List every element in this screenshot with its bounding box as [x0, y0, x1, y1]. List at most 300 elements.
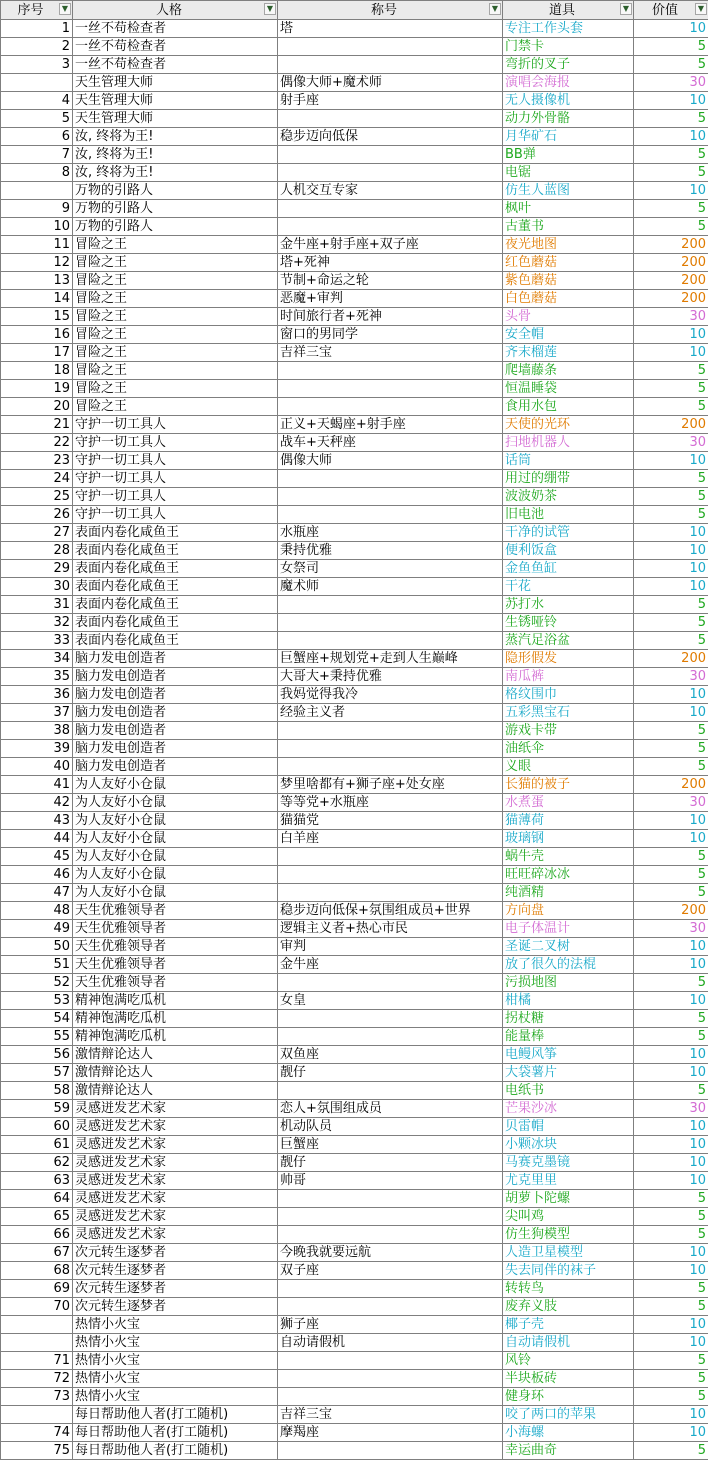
- cell-value[interactable]: 10: [634, 128, 708, 146]
- cell-value[interactable]: 10: [634, 1262, 708, 1280]
- cell-item[interactable]: 金鱼鱼缸: [503, 560, 634, 578]
- cell-persona[interactable]: 冒险之王: [73, 272, 278, 290]
- cell-index[interactable]: [1, 1316, 73, 1334]
- cell-index[interactable]: 13: [1, 272, 73, 290]
- cell-title[interactable]: 猫猫党: [278, 812, 503, 830]
- cell-index[interactable]: 64: [1, 1190, 73, 1208]
- cell-item[interactable]: 人造卫星模型: [503, 1244, 634, 1262]
- cell-persona[interactable]: 灵感迸发艺术家: [73, 1154, 278, 1172]
- cell-title[interactable]: 人机交互专家: [278, 182, 503, 200]
- cell-item[interactable]: 旧电池: [503, 506, 634, 524]
- cell-title[interactable]: 白羊座: [278, 830, 503, 848]
- cell-item[interactable]: 无人摄像机: [503, 92, 634, 110]
- cell-value[interactable]: 10: [634, 524, 708, 542]
- cell-index[interactable]: 51: [1, 956, 73, 974]
- cell-title[interactable]: 吉祥三宝: [278, 1406, 503, 1424]
- filter-dropdown-icon[interactable]: ▼: [264, 3, 276, 15]
- cell-persona[interactable]: 激情辩论达人: [73, 1082, 278, 1100]
- cell-title[interactable]: [278, 848, 503, 866]
- cell-index[interactable]: 39: [1, 740, 73, 758]
- cell-item[interactable]: 扫地机器人: [503, 434, 634, 452]
- cell-index[interactable]: 74: [1, 1424, 73, 1442]
- cell-index[interactable]: 66: [1, 1226, 73, 1244]
- cell-index[interactable]: 8: [1, 164, 73, 182]
- cell-persona[interactable]: 守护一切工具人: [73, 470, 278, 488]
- cell-index[interactable]: 34: [1, 650, 73, 668]
- cell-index[interactable]: [1, 1406, 73, 1424]
- cell-item[interactable]: 自动请假机: [503, 1334, 634, 1352]
- cell-title[interactable]: 秉持优雅: [278, 542, 503, 560]
- cell-index[interactable]: 52: [1, 974, 73, 992]
- cell-item[interactable]: 夜光地图: [503, 236, 634, 254]
- cell-item[interactable]: 演唱会海报: [503, 74, 634, 92]
- cell-persona[interactable]: 次元转生逐梦者: [73, 1262, 278, 1280]
- cell-index[interactable]: 62: [1, 1154, 73, 1172]
- cell-value[interactable]: 10: [634, 1406, 708, 1424]
- cell-title[interactable]: 稳步迈向低保: [278, 128, 503, 146]
- cell-persona[interactable]: 为人友好小仓鼠: [73, 830, 278, 848]
- cell-persona[interactable]: 灵感迸发艺术家: [73, 1136, 278, 1154]
- cell-value[interactable]: 30: [634, 794, 708, 812]
- cell-title[interactable]: [278, 1208, 503, 1226]
- cell-index[interactable]: 68: [1, 1262, 73, 1280]
- cell-item[interactable]: 便利饭盒: [503, 542, 634, 560]
- cell-persona[interactable]: 天生管理大师: [73, 110, 278, 128]
- cell-value[interactable]: 5: [634, 974, 708, 992]
- cell-item[interactable]: 失去同伴的袜子: [503, 1262, 634, 1280]
- cell-persona[interactable]: 汝, 终将为王!: [73, 146, 278, 164]
- cell-item[interactable]: 游戏卡带: [503, 722, 634, 740]
- cell-item[interactable]: 电子体温计: [503, 920, 634, 938]
- cell-value[interactable]: 5: [634, 632, 708, 650]
- cell-index[interactable]: 35: [1, 668, 73, 686]
- cell-persona[interactable]: 冒险之王: [73, 398, 278, 416]
- cell-persona[interactable]: 表面内卷化咸鱼王: [73, 560, 278, 578]
- cell-index[interactable]: 45: [1, 848, 73, 866]
- filter-dropdown-icon[interactable]: ▼: [59, 3, 71, 15]
- cell-persona[interactable]: 每日帮助他人者(打工随机): [73, 1424, 278, 1442]
- cell-index[interactable]: 10: [1, 218, 73, 236]
- cell-persona[interactable]: 冒险之王: [73, 254, 278, 272]
- cell-index[interactable]: 16: [1, 326, 73, 344]
- cell-item[interactable]: 紫色蘑菇: [503, 272, 634, 290]
- cell-value[interactable]: 5: [634, 884, 708, 902]
- cell-value[interactable]: 10: [634, 1064, 708, 1082]
- cell-title[interactable]: 逻辑主义者+热心市民: [278, 920, 503, 938]
- cell-index[interactable]: 61: [1, 1136, 73, 1154]
- cell-title[interactable]: [278, 866, 503, 884]
- cell-item[interactable]: 仿生狗模型: [503, 1226, 634, 1244]
- cell-item[interactable]: 南瓜裤: [503, 668, 634, 686]
- cell-index[interactable]: 27: [1, 524, 73, 542]
- cell-title[interactable]: 经验主义者: [278, 704, 503, 722]
- cell-item[interactable]: 电锯: [503, 164, 634, 182]
- cell-value[interactable]: 5: [634, 164, 708, 182]
- cell-value[interactable]: 5: [634, 1208, 708, 1226]
- cell-value[interactable]: 200: [634, 902, 708, 920]
- cell-value[interactable]: 200: [634, 650, 708, 668]
- cell-value[interactable]: 10: [634, 326, 708, 344]
- cell-value[interactable]: 5: [634, 1028, 708, 1046]
- cell-value[interactable]: 10: [634, 578, 708, 596]
- cell-index[interactable]: 50: [1, 938, 73, 956]
- cell-persona[interactable]: 次元转生逐梦者: [73, 1280, 278, 1298]
- cell-item[interactable]: 蒸汽足浴盆: [503, 632, 634, 650]
- cell-item[interactable]: 弯折的叉子: [503, 56, 634, 74]
- cell-value[interactable]: 10: [634, 560, 708, 578]
- cell-index[interactable]: 53: [1, 992, 73, 1010]
- cell-value[interactable]: 5: [634, 1010, 708, 1028]
- cell-index[interactable]: 43: [1, 812, 73, 830]
- cell-index[interactable]: 67: [1, 1244, 73, 1262]
- cell-value[interactable]: 10: [634, 1118, 708, 1136]
- cell-title[interactable]: 金牛座+射手座+双子座: [278, 236, 503, 254]
- cell-item[interactable]: 大袋薯片: [503, 1064, 634, 1082]
- filter-dropdown-icon[interactable]: ▼: [620, 3, 632, 15]
- cell-item[interactable]: 咬了两口的苹果: [503, 1406, 634, 1424]
- cell-index[interactable]: 14: [1, 290, 73, 308]
- cell-index[interactable]: 55: [1, 1028, 73, 1046]
- cell-value[interactable]: 5: [634, 218, 708, 236]
- cell-persona[interactable]: 万物的引路人: [73, 218, 278, 236]
- cell-persona[interactable]: 精神饱满吃瓜机: [73, 1028, 278, 1046]
- cell-value[interactable]: 5: [634, 56, 708, 74]
- cell-persona[interactable]: 冒险之王: [73, 362, 278, 380]
- cell-index[interactable]: 44: [1, 830, 73, 848]
- cell-item[interactable]: 贝雷帽: [503, 1118, 634, 1136]
- cell-item[interactable]: 食用水包: [503, 398, 634, 416]
- cell-title[interactable]: 等等党+水瓶座: [278, 794, 503, 812]
- cell-value[interactable]: 10: [634, 1154, 708, 1172]
- cell-title[interactable]: 巨蟹座+规划党+走到人生巅峰: [278, 650, 503, 668]
- cell-index[interactable]: 59: [1, 1100, 73, 1118]
- cell-persona[interactable]: 灵感迸发艺术家: [73, 1208, 278, 1226]
- cell-title[interactable]: 狮子座: [278, 1316, 503, 1334]
- cell-item[interactable]: 旺旺碎冰冰: [503, 866, 634, 884]
- cell-persona[interactable]: 一丝不苟检查者: [73, 38, 278, 56]
- cell-title[interactable]: [278, 146, 503, 164]
- cell-value[interactable]: 200: [634, 236, 708, 254]
- cell-item[interactable]: 义眼: [503, 758, 634, 776]
- cell-item[interactable]: 古董书: [503, 218, 634, 236]
- cell-value[interactable]: 10: [634, 830, 708, 848]
- cell-title[interactable]: 吉祥三宝: [278, 344, 503, 362]
- cell-persona[interactable]: 热情小火宝: [73, 1388, 278, 1406]
- cell-item[interactable]: 长猫的被子: [503, 776, 634, 794]
- cell-index[interactable]: 60: [1, 1118, 73, 1136]
- cell-index[interactable]: [1, 1334, 73, 1352]
- cell-title[interactable]: 恶魔+审判: [278, 290, 503, 308]
- cell-value[interactable]: 5: [634, 488, 708, 506]
- cell-index[interactable]: 1: [1, 20, 73, 38]
- cell-title[interactable]: 窗口的男同学: [278, 326, 503, 344]
- cell-title[interactable]: [278, 1352, 503, 1370]
- cell-index[interactable]: 49: [1, 920, 73, 938]
- cell-persona[interactable]: 表面内卷化咸鱼王: [73, 614, 278, 632]
- cell-item[interactable]: 纯酒精: [503, 884, 634, 902]
- cell-persona[interactable]: 脑力发电创造者: [73, 758, 278, 776]
- cell-item[interactable]: 头骨: [503, 308, 634, 326]
- cell-item[interactable]: 爬墙藤条: [503, 362, 634, 380]
- filter-dropdown-icon[interactable]: ▼: [489, 3, 501, 15]
- cell-index[interactable]: 5: [1, 110, 73, 128]
- cell-title[interactable]: [278, 164, 503, 182]
- cell-value[interactable]: 5: [634, 848, 708, 866]
- cell-index[interactable]: 28: [1, 542, 73, 560]
- cell-title[interactable]: 恋人+氛围组成员: [278, 1100, 503, 1118]
- cell-value[interactable]: 5: [634, 506, 708, 524]
- cell-value[interactable]: 5: [634, 110, 708, 128]
- cell-index[interactable]: 47: [1, 884, 73, 902]
- cell-value[interactable]: 30: [634, 74, 708, 92]
- cell-title[interactable]: [278, 1388, 503, 1406]
- cell-item[interactable]: 五彩黑宝石: [503, 704, 634, 722]
- cell-index[interactable]: 18: [1, 362, 73, 380]
- cell-value[interactable]: 5: [634, 1280, 708, 1298]
- cell-item[interactable]: 拐杖糖: [503, 1010, 634, 1028]
- cell-item[interactable]: 尖叫鸡: [503, 1208, 634, 1226]
- cell-index[interactable]: [1, 182, 73, 200]
- cell-persona[interactable]: 为人友好小仓鼠: [73, 776, 278, 794]
- cell-persona[interactable]: 灵感迸发艺术家: [73, 1118, 278, 1136]
- cell-item[interactable]: 幸运曲奇: [503, 1442, 634, 1460]
- cell-title[interactable]: [278, 1028, 503, 1046]
- cell-value[interactable]: 5: [634, 38, 708, 56]
- cell-value[interactable]: 5: [634, 398, 708, 416]
- cell-value[interactable]: 10: [634, 704, 708, 722]
- cell-persona[interactable]: 激情辩论达人: [73, 1064, 278, 1082]
- cell-index[interactable]: 26: [1, 506, 73, 524]
- cell-persona[interactable]: 守护一切工具人: [73, 434, 278, 452]
- cell-title[interactable]: [278, 506, 503, 524]
- cell-title[interactable]: [278, 218, 503, 236]
- cell-index[interactable]: 54: [1, 1010, 73, 1028]
- cell-index[interactable]: 73: [1, 1388, 73, 1406]
- cell-index[interactable]: 70: [1, 1298, 73, 1316]
- cell-index[interactable]: 36: [1, 686, 73, 704]
- cell-title[interactable]: [278, 56, 503, 74]
- cell-index[interactable]: 17: [1, 344, 73, 362]
- cell-value[interactable]: 5: [634, 146, 708, 164]
- cell-index[interactable]: 40: [1, 758, 73, 776]
- cell-persona[interactable]: 守护一切工具人: [73, 416, 278, 434]
- cell-item[interactable]: 尤克里里: [503, 1172, 634, 1190]
- cell-item[interactable]: 半块板砖: [503, 1370, 634, 1388]
- cell-index[interactable]: 46: [1, 866, 73, 884]
- cell-persona[interactable]: 灵感迸发艺术家: [73, 1190, 278, 1208]
- cell-persona[interactable]: 脑力发电创造者: [73, 740, 278, 758]
- cell-persona[interactable]: 次元转生逐梦者: [73, 1244, 278, 1262]
- cell-value[interactable]: 5: [634, 470, 708, 488]
- cell-value[interactable]: 10: [634, 20, 708, 38]
- cell-persona[interactable]: 次元转生逐梦者: [73, 1298, 278, 1316]
- cell-persona[interactable]: 冒险之王: [73, 326, 278, 344]
- cell-value[interactable]: 5: [634, 866, 708, 884]
- cell-persona[interactable]: 天生优雅领导者: [73, 902, 278, 920]
- cell-persona[interactable]: 精神饱满吃瓜机: [73, 1010, 278, 1028]
- cell-persona[interactable]: 天生管理大师: [73, 74, 278, 92]
- cell-item[interactable]: 波波奶茶: [503, 488, 634, 506]
- cell-item[interactable]: 仿生人蓝图: [503, 182, 634, 200]
- cell-item[interactable]: 恒温睡袋: [503, 380, 634, 398]
- cell-item[interactable]: 天使的光环: [503, 416, 634, 434]
- cell-persona[interactable]: 守护一切工具人: [73, 488, 278, 506]
- cell-item[interactable]: 健身环: [503, 1388, 634, 1406]
- cell-persona[interactable]: 冒险之王: [73, 308, 278, 326]
- cell-item[interactable]: 用过的绷带: [503, 470, 634, 488]
- cell-value[interactable]: 5: [634, 1226, 708, 1244]
- cell-title[interactable]: [278, 1082, 503, 1100]
- cell-value[interactable]: 5: [634, 1352, 708, 1370]
- cell-item[interactable]: 小海螺: [503, 1424, 634, 1442]
- cell-value[interactable]: 5: [634, 722, 708, 740]
- cell-item[interactable]: 隐形假发: [503, 650, 634, 668]
- cell-item[interactable]: 齐末榴莲: [503, 344, 634, 362]
- cell-value[interactable]: 5: [634, 1298, 708, 1316]
- cell-value[interactable]: 10: [634, 1424, 708, 1442]
- cell-item[interactable]: 风铃: [503, 1352, 634, 1370]
- cell-persona[interactable]: 天生优雅领导者: [73, 938, 278, 956]
- cell-title[interactable]: 战车+天秤座: [278, 434, 503, 452]
- cell-persona[interactable]: 天生优雅领导者: [73, 956, 278, 974]
- cell-value[interactable]: 5: [634, 1388, 708, 1406]
- cell-index[interactable]: [1, 74, 73, 92]
- cell-persona[interactable]: 万物的引路人: [73, 200, 278, 218]
- cell-title[interactable]: 女祭司: [278, 560, 503, 578]
- cell-title[interactable]: [278, 470, 503, 488]
- cell-index[interactable]: 72: [1, 1370, 73, 1388]
- cell-title[interactable]: 水瓶座: [278, 524, 503, 542]
- cell-item[interactable]: 柑橘: [503, 992, 634, 1010]
- cell-value[interactable]: 5: [634, 740, 708, 758]
- cell-title[interactable]: 双子座: [278, 1262, 503, 1280]
- cell-value[interactable]: 10: [634, 92, 708, 110]
- cell-title[interactable]: [278, 200, 503, 218]
- cell-item[interactable]: 干净的试管: [503, 524, 634, 542]
- cell-title[interactable]: 节制+命运之轮: [278, 272, 503, 290]
- cell-title[interactable]: [278, 1370, 503, 1388]
- cell-title[interactable]: [278, 38, 503, 56]
- cell-persona[interactable]: 为人友好小仓鼠: [73, 884, 278, 902]
- cell-title[interactable]: 大哥大+秉持优雅: [278, 668, 503, 686]
- cell-index[interactable]: 29: [1, 560, 73, 578]
- cell-title[interactable]: 靓仔: [278, 1064, 503, 1082]
- cell-title[interactable]: [278, 632, 503, 650]
- cell-title[interactable]: 靓仔: [278, 1154, 503, 1172]
- cell-title[interactable]: 偶像大师+魔术师: [278, 74, 503, 92]
- cell-title[interactable]: [278, 110, 503, 128]
- cell-index[interactable]: 7: [1, 146, 73, 164]
- cell-title[interactable]: 射手座: [278, 92, 503, 110]
- cell-persona[interactable]: 脑力发电创造者: [73, 650, 278, 668]
- cell-title[interactable]: 摩羯座: [278, 1424, 503, 1442]
- cell-index[interactable]: 65: [1, 1208, 73, 1226]
- cell-title[interactable]: 帅哥: [278, 1172, 503, 1190]
- cell-item[interactable]: BB弹: [503, 146, 634, 164]
- cell-title[interactable]: 自动请假机: [278, 1334, 503, 1352]
- cell-item[interactable]: 生锈哑铃: [503, 614, 634, 632]
- cell-value[interactable]: 10: [634, 812, 708, 830]
- cell-title[interactable]: [278, 740, 503, 758]
- cell-item[interactable]: 门禁卡: [503, 38, 634, 56]
- cell-persona[interactable]: 表面内卷化咸鱼王: [73, 524, 278, 542]
- cell-title[interactable]: [278, 1226, 503, 1244]
- cell-persona[interactable]: 守护一切工具人: [73, 506, 278, 524]
- cell-index[interactable]: 2: [1, 38, 73, 56]
- cell-persona[interactable]: 脑力发电创造者: [73, 704, 278, 722]
- cell-title[interactable]: 正义+天蝎座+射手座: [278, 416, 503, 434]
- cell-index[interactable]: 75: [1, 1442, 73, 1460]
- cell-value[interactable]: 10: [634, 956, 708, 974]
- cell-value[interactable]: 5: [634, 1370, 708, 1388]
- cell-value[interactable]: 5: [634, 1190, 708, 1208]
- cell-persona[interactable]: 冒险之王: [73, 344, 278, 362]
- cell-title[interactable]: 时间旅行者+死神: [278, 308, 503, 326]
- cell-index[interactable]: 15: [1, 308, 73, 326]
- cell-index[interactable]: 9: [1, 200, 73, 218]
- cell-persona[interactable]: 激情辩论达人: [73, 1046, 278, 1064]
- cell-title[interactable]: [278, 1280, 503, 1298]
- cell-value[interactable]: 5: [634, 1442, 708, 1460]
- cell-value[interactable]: 10: [634, 1172, 708, 1190]
- cell-item[interactable]: 马赛克墨镜: [503, 1154, 634, 1172]
- cell-value[interactable]: 10: [634, 1136, 708, 1154]
- cell-value[interactable]: 10: [634, 686, 708, 704]
- cell-value[interactable]: 10: [634, 938, 708, 956]
- cell-value[interactable]: 10: [634, 452, 708, 470]
- cell-title[interactable]: [278, 1442, 503, 1460]
- cell-item[interactable]: 枫叶: [503, 200, 634, 218]
- cell-value[interactable]: 10: [634, 542, 708, 560]
- cell-persona[interactable]: 汝, 终将为王!: [73, 164, 278, 182]
- cell-item[interactable]: 猫薄荷: [503, 812, 634, 830]
- cell-persona[interactable]: 表面内卷化咸鱼王: [73, 632, 278, 650]
- cell-index[interactable]: 22: [1, 434, 73, 452]
- cell-item[interactable]: 椰子壳: [503, 1316, 634, 1334]
- cell-value[interactable]: 10: [634, 344, 708, 362]
- cell-persona[interactable]: 脑力发电创造者: [73, 722, 278, 740]
- cell-title[interactable]: [278, 362, 503, 380]
- cell-persona[interactable]: 为人友好小仓鼠: [73, 812, 278, 830]
- cell-item[interactable]: 能量棒: [503, 1028, 634, 1046]
- cell-title[interactable]: 魔术师: [278, 578, 503, 596]
- cell-title[interactable]: 塔+死神: [278, 254, 503, 272]
- cell-value[interactable]: 5: [634, 362, 708, 380]
- cell-title[interactable]: [278, 1298, 503, 1316]
- cell-index[interactable]: 38: [1, 722, 73, 740]
- cell-index[interactable]: 20: [1, 398, 73, 416]
- cell-item[interactable]: 玻璃钢: [503, 830, 634, 848]
- cell-item[interactable]: 方向盘: [503, 902, 634, 920]
- cell-persona[interactable]: 守护一切工具人: [73, 452, 278, 470]
- cell-item[interactable]: 转转鸟: [503, 1280, 634, 1298]
- cell-persona[interactable]: 灵感迸发艺术家: [73, 1100, 278, 1118]
- cell-value[interactable]: 10: [634, 1316, 708, 1334]
- cell-item[interactable]: 放了很久的法棍: [503, 956, 634, 974]
- cell-value[interactable]: 200: [634, 776, 708, 794]
- cell-value[interactable]: 200: [634, 416, 708, 434]
- cell-persona[interactable]: 脑力发电创造者: [73, 686, 278, 704]
- cell-item[interactable]: 苏打水: [503, 596, 634, 614]
- cell-index[interactable]: 19: [1, 380, 73, 398]
- cell-value[interactable]: 10: [634, 1244, 708, 1262]
- cell-title[interactable]: [278, 614, 503, 632]
- cell-index[interactable]: 31: [1, 596, 73, 614]
- cell-title[interactable]: [278, 722, 503, 740]
- cell-value[interactable]: 30: [634, 668, 708, 686]
- cell-persona[interactable]: 热情小火宝: [73, 1316, 278, 1334]
- cell-index[interactable]: 32: [1, 614, 73, 632]
